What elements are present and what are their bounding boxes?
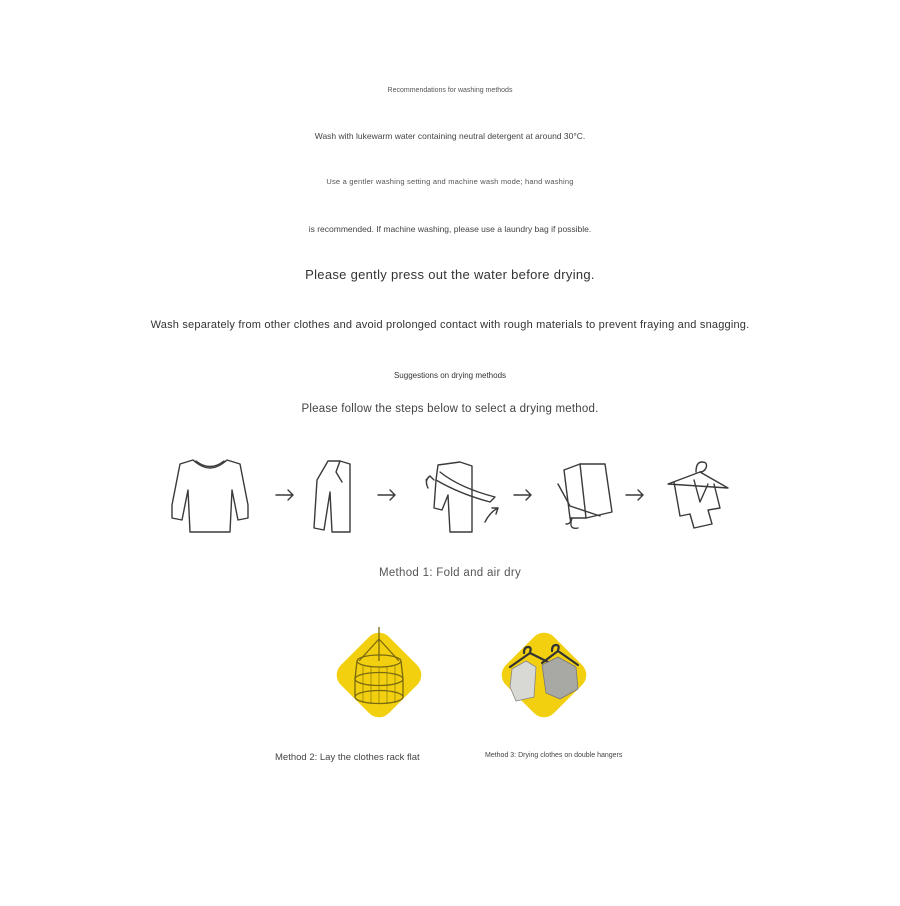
mesh-drying-rack-icon [321, 617, 437, 733]
arrow-icon [276, 490, 293, 500]
washing-heading: Recommendations for washing methods [387, 87, 513, 94]
washing-line-3: is recommended. If machine washing, please use a laundry bag if possible. [308, 224, 592, 234]
drying-heading: Suggestions on drying methods [393, 371, 507, 380]
washing-line-5: Wash separately from other clothes and avoid prolonged contact with rough materials to prevent fraying and snagging. [150, 319, 750, 331]
method-1-label: Method 1: Fold and air dry [378, 567, 522, 579]
method-2-label: Method 2: Lay the clothes rack flat [275, 752, 420, 763]
hanging-sweater-icon [668, 462, 728, 528]
washing-line-1: Wash with lukewarm water containing neutral detergent at around 30°C. [314, 131, 586, 141]
drying-intro: Please follow the steps below to select a drying method. [301, 403, 599, 415]
sweater-icon [172, 460, 248, 532]
method-3-label: Method 3: Drying clothes on double hangers [485, 752, 623, 759]
sweater-on-hanger-icon [558, 464, 612, 528]
arrow-icon [378, 490, 395, 500]
folded-sleeve-icon [314, 461, 350, 532]
double-hanger-icon [486, 617, 602, 733]
arrow-icon [514, 490, 531, 500]
washing-line-4: Please gently press out the water before drying. [305, 267, 595, 282]
washing-line-2: Use a gentler washing setting and machine wash mode; hand washing [326, 177, 574, 186]
hanger-insert-icon [426, 462, 498, 532]
arrow-icon [626, 490, 643, 500]
drying-steps-diagram [160, 450, 750, 545]
